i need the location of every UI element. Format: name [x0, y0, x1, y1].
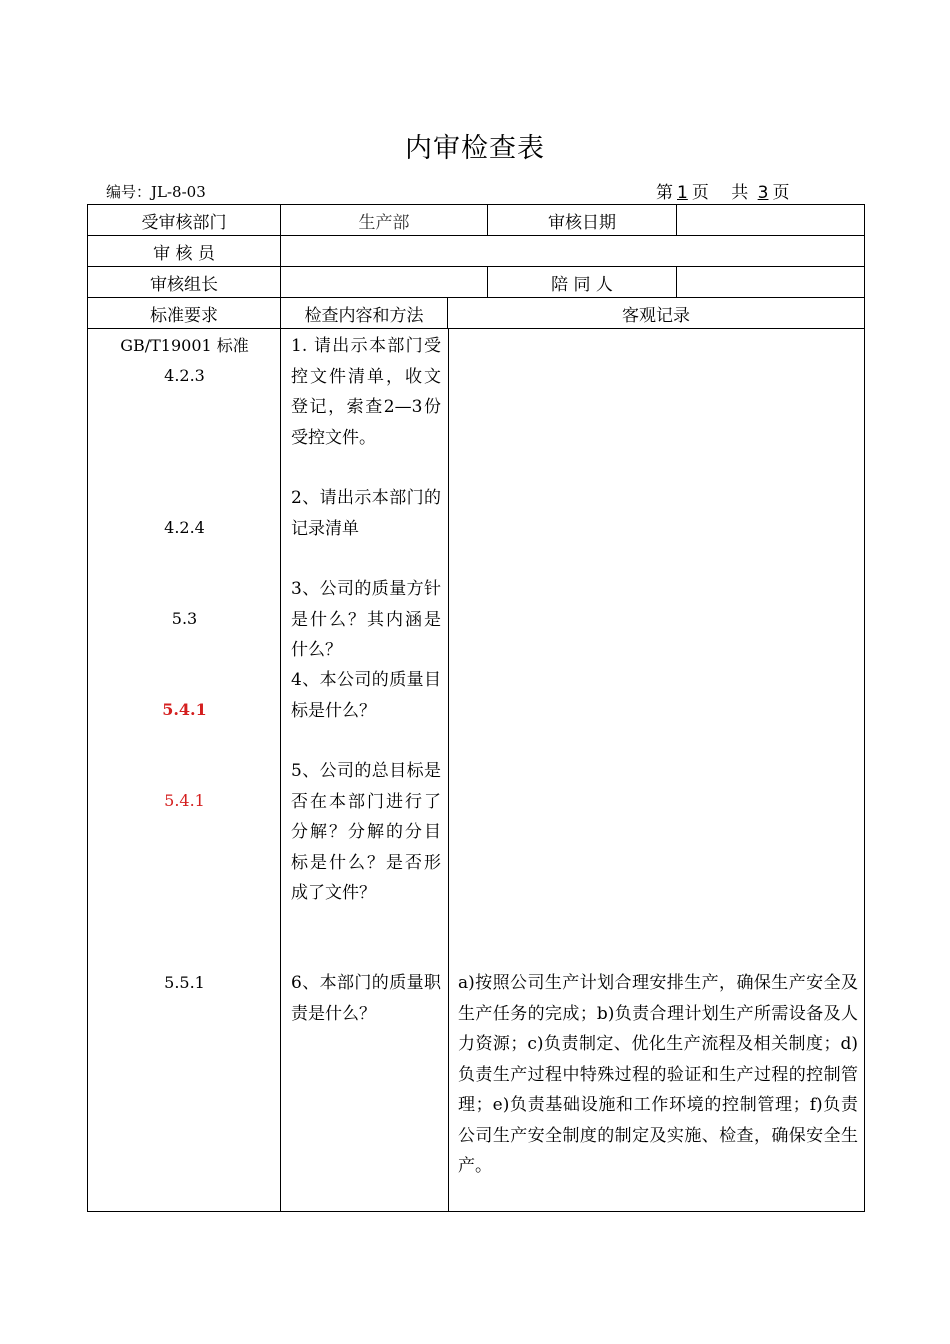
date-value: [677, 205, 865, 236]
page-prefix: 第: [656, 183, 673, 203]
accomp-value: [677, 267, 865, 298]
header-row-auditor: [88, 236, 865, 267]
header-row-leader: [88, 267, 865, 298]
standard-4: 5.4.1: [162, 700, 207, 719]
header-row-dept: [88, 205, 865, 236]
page-info: [656, 178, 789, 203]
document-code: 编号：JL-8-03: [106, 183, 206, 201]
leader-label: 审核组长: [88, 267, 281, 298]
page-mid: 页 共: [691, 183, 749, 203]
col-standard: 标准要求: [88, 298, 281, 329]
divider-2: [448, 328, 449, 1211]
dept-label: 受审核部门: [88, 205, 281, 236]
col-method: 检查内容和方法: [281, 298, 448, 329]
page-current: 1: [677, 183, 688, 203]
question-6: 6、本部门的质量职责是什么？: [291, 973, 441, 1024]
accomp-label: 陪 同 人: [488, 267, 677, 298]
document-title: 内审检查表: [405, 133, 545, 164]
page-suffix: 页: [772, 183, 790, 203]
divider-1: [280, 328, 281, 1211]
standard-5: 5.4.1: [164, 791, 205, 810]
header-table: [87, 204, 865, 329]
question-2: 2、请出示本部门的记录清单: [291, 488, 441, 539]
standard-2: 4.2.4: [164, 518, 205, 537]
col-record: 客观记录: [448, 298, 865, 329]
column-header-row: [88, 298, 865, 329]
leader-value: [281, 267, 488, 298]
checklist-body: [87, 328, 865, 1212]
question-5: 5、公司的总目标是否在本部门进行了分解？分解的分目标是什么？是否形成了文件？: [291, 761, 441, 903]
question-3: 3、公司的质量方针是什么？其内涵是什么？: [291, 579, 441, 660]
standard-3: 5.3: [171, 609, 198, 628]
auditor-label: 审 核 员: [88, 236, 281, 267]
page-total: 3: [757, 183, 769, 203]
record-6: a)按照公司生产计划合理安排生产，确保生产安全及生产任务的完成；b)负责合理计划生产所需设备及人力资源；c)负责制定、优化生产流程及相关制度；d)负责生产过程中特殊过程的验证和生产过程的控制管理；e)负责基础设施和工作环境的控制管理；f)负责公司生产安全制度的制定及实施、检查，确保安全生产。: [458, 973, 858, 1176]
date-label: 审核日期: [488, 205, 677, 236]
question-1: 1. 请出示本部门受控文件清单，收文登记，索查2—3份受控文件。: [291, 336, 441, 448]
standard-1: GB/T19001 标准 4.2.3: [120, 336, 249, 385]
auditor-value: [281, 236, 865, 267]
dept-value: 生产部: [281, 205, 488, 236]
standard-6: 5.5.1: [164, 973, 205, 992]
question-4: 4、本公司的质量目标是什么？: [291, 670, 441, 721]
